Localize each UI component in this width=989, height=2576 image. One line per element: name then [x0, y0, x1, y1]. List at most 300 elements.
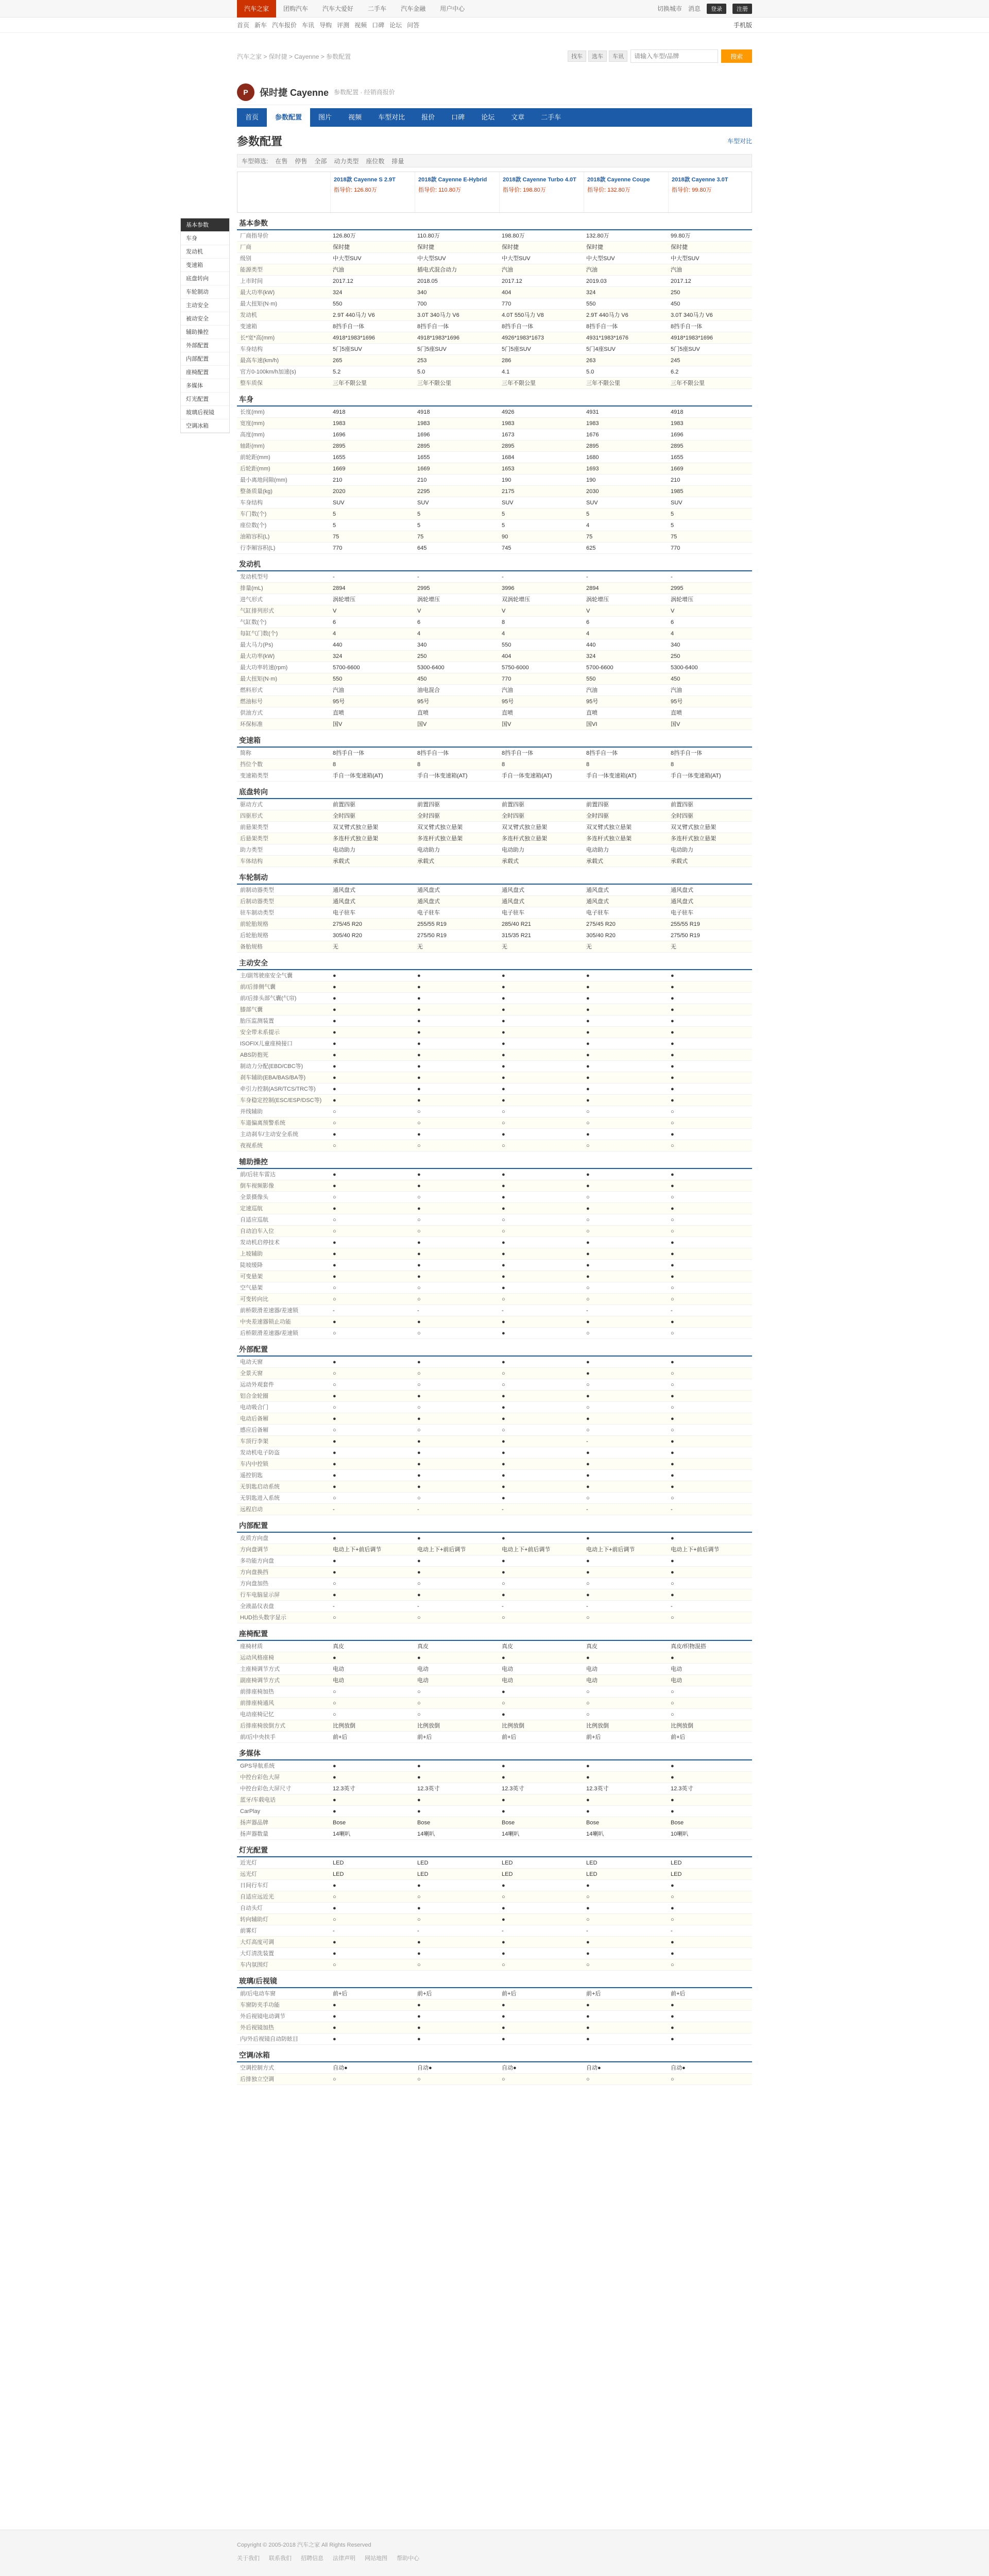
- footer-links: [237, 2554, 752, 2562]
- param-value: ●: [502, 1689, 505, 1695]
- param-value: 1985: [671, 488, 684, 495]
- param-value: ●: [417, 1086, 421, 1092]
- page-title: 参数配置: [237, 135, 283, 148]
- param-label: HUD抬头数字显示: [240, 1615, 286, 1621]
- side-menu-item[interactable]: 车身: [181, 232, 229, 245]
- param-row: [237, 1493, 752, 1504]
- param-row: [237, 1214, 752, 1226]
- top-nav-item[interactable]: 团购汽车: [283, 5, 309, 12]
- param-value: 5: [333, 522, 336, 529]
- param-label: 前雾灯: [240, 1928, 257, 1934]
- param-label: 中控台彩色大屏: [240, 1774, 280, 1781]
- main-nav-item[interactable]: 车型对比: [378, 113, 405, 121]
- param-value: 比例放倒: [502, 1723, 524, 1729]
- param-value: ●: [671, 1097, 674, 1104]
- param-value: LED: [586, 1871, 598, 1877]
- param-value: 油电混合: [417, 687, 440, 693]
- param-value: 2895: [333, 443, 346, 449]
- footer-link[interactable]: 帮助中心: [397, 2555, 419, 2562]
- param-value: 电动: [586, 1677, 598, 1684]
- sub-nav-link[interactable]: 口碑: [372, 22, 385, 29]
- param-value: 198.80万: [502, 233, 525, 239]
- main-nav-item[interactable]: 图片: [318, 113, 332, 121]
- param-value: 前+后: [586, 1734, 601, 1740]
- sub-nav-link[interactable]: 新车: [254, 22, 267, 29]
- param-value: ●: [502, 1763, 505, 1769]
- param-label: 运动风格座椅: [240, 1655, 274, 1661]
- param-row: [237, 1641, 752, 1652]
- param-row: [237, 673, 752, 685]
- param-value: 2175: [502, 488, 515, 495]
- sub-nav-link[interactable]: 导购: [319, 22, 332, 29]
- param-row: [237, 1817, 752, 1828]
- param-value: 三年不限公里: [502, 380, 536, 386]
- param-value: 自动●: [333, 2065, 348, 2071]
- side-menu-item[interactable]: 变速箱: [181, 259, 229, 272]
- param-label: 夜视系统: [240, 1143, 263, 1149]
- param-value: 通风盘式: [417, 887, 440, 893]
- param-value: 5门5座SUV: [671, 346, 700, 352]
- param-value: ●: [671, 1905, 674, 1911]
- param-value: ●: [502, 1393, 505, 1399]
- param-label: 后悬架类型: [240, 836, 268, 842]
- top-right-item[interactable]: 登录: [707, 4, 726, 14]
- param-value: 比例放倒: [586, 1723, 609, 1729]
- param-value: 8: [333, 761, 336, 768]
- param-label: 前/后电动车窗: [240, 1991, 276, 1997]
- filter-item[interactable]: 在售: [275, 157, 288, 165]
- param-value: 2017.12: [502, 278, 522, 284]
- param-value: 324: [586, 290, 596, 296]
- main-nav-item[interactable]: 首页: [245, 113, 259, 121]
- param-value: ●: [502, 995, 505, 1002]
- param-value: ●: [586, 1484, 590, 1490]
- compare-link[interactable]: 车型对比: [727, 138, 752, 145]
- section-title: 座椅配置: [237, 1626, 752, 1641]
- param-value: 1655: [671, 454, 684, 461]
- param-row: [237, 1925, 752, 1937]
- param-value: ●: [671, 2013, 674, 2020]
- param-label: 车道偏离预警系统: [240, 1120, 285, 1126]
- mobile-link[interactable]: 手机版: [733, 22, 752, 29]
- side-menu-item[interactable]: 辅助操控: [181, 326, 229, 339]
- car-column: [415, 172, 499, 212]
- param-value: 前+后: [502, 1991, 517, 1997]
- param-value: ●: [333, 984, 336, 990]
- param-value: ●: [586, 2036, 590, 2042]
- sub-nav-link[interactable]: 论坛: [389, 22, 402, 29]
- param-value: ●: [502, 1285, 505, 1291]
- param-value: 440: [333, 642, 343, 648]
- param-value: -: [671, 1506, 673, 1513]
- param-value: 双叉臂式独立悬架: [502, 824, 547, 831]
- side-menu-item[interactable]: 外部配置: [181, 339, 229, 352]
- param-label: 倒车视频影像: [240, 1183, 274, 1189]
- param-value: ●: [586, 1569, 590, 1575]
- side-menu-item[interactable]: 车轮制动: [181, 285, 229, 299]
- param-label: 行李厢容积(L): [240, 545, 276, 551]
- param-value: ●: [502, 1535, 505, 1541]
- param-value: 自动●: [586, 2065, 601, 2071]
- param-value: 电动: [502, 1677, 513, 1684]
- side-menu-item[interactable]: 座椅配置: [181, 366, 229, 379]
- param-row: [237, 1652, 752, 1664]
- param-value: 保时捷: [671, 244, 688, 250]
- param-value: ●: [417, 1484, 421, 1490]
- search-button[interactable]: 搜索: [721, 49, 752, 63]
- param-value: ●: [417, 1262, 421, 1268]
- param-value: ●: [502, 984, 505, 990]
- main-nav-item[interactable]: 文章: [511, 113, 525, 121]
- param-value: 汽油: [333, 267, 344, 273]
- param-value: 手自一体变速箱(AT): [671, 773, 721, 779]
- main-nav-item[interactable]: 论坛: [481, 113, 495, 121]
- param-row: [237, 594, 752, 605]
- search-area: [568, 49, 752, 63]
- search-badge[interactable]: 找车: [568, 50, 586, 62]
- param-label: 自动泊车入位: [240, 1228, 274, 1234]
- param-value: 2030: [586, 488, 599, 495]
- top-nav-item[interactable]: 二手车: [368, 5, 387, 12]
- param-value: ●: [671, 1172, 674, 1178]
- param-value: ●: [417, 1063, 421, 1070]
- param-row: [237, 628, 752, 639]
- param-value: ●: [417, 1883, 421, 1889]
- param-value: 自动●: [502, 2065, 517, 2071]
- param-value: 126.80万: [333, 233, 356, 239]
- param-value: 全时四驱: [333, 813, 355, 819]
- sub-nav-link[interactable]: 评测: [337, 22, 350, 29]
- side-menu-item[interactable]: 内部配置: [181, 352, 229, 366]
- side-menu-item[interactable]: 被动安全: [181, 312, 229, 326]
- param-value: ●: [671, 1883, 674, 1889]
- car-column: [499, 172, 584, 212]
- param-value: ●: [671, 1438, 674, 1445]
- param-value: ●: [671, 1655, 674, 1661]
- param-value: 263: [586, 358, 596, 364]
- param-value: ●: [502, 1404, 505, 1411]
- main-nav-item[interactable]: 视频: [348, 113, 362, 121]
- param-row: [237, 440, 752, 452]
- section-title: 发动机: [237, 557, 752, 571]
- side-menu-item[interactable]: 空调冰箱: [181, 419, 229, 433]
- param-label: 四驱形式: [240, 813, 263, 819]
- param-value: 2895: [586, 443, 599, 449]
- param-label: 最大功率(kW): [240, 290, 275, 296]
- param-label: 方向盘加热: [240, 1581, 268, 1587]
- param-value: ○: [502, 1143, 505, 1149]
- param-value: -: [586, 1438, 588, 1445]
- param-value: ●: [671, 1472, 674, 1479]
- param-value: 承载式: [333, 858, 350, 865]
- param-value: 95号: [417, 699, 430, 705]
- param-row: [237, 1828, 752, 1840]
- param-value: 550: [333, 301, 343, 307]
- sub-nav-link[interactable]: 视频: [354, 22, 367, 29]
- param-label: CarPlay: [240, 1808, 261, 1815]
- car-model[interactable]: 2018款 Cayenne E-Hybrid: [418, 177, 487, 183]
- param-label: GPS导航系统: [240, 1763, 275, 1769]
- param-value: ●: [502, 1041, 505, 1047]
- param-row: [237, 1038, 752, 1049]
- param-value: 电动助力: [502, 847, 524, 853]
- param-value: 8挡手自一体: [671, 750, 703, 756]
- param-label: 助力类型: [240, 847, 263, 853]
- param-row: [237, 1869, 752, 1880]
- param-row: [237, 571, 752, 583]
- sub-nav-link[interactable]: 车讯: [302, 22, 315, 29]
- param-value: 直喷: [502, 710, 513, 716]
- param-label: 主座椅调节方式: [240, 1666, 280, 1672]
- param-value: ○: [502, 1296, 505, 1302]
- param-label: 转向辅助灯: [240, 1917, 268, 1923]
- param-value: ●: [671, 1939, 674, 1945]
- param-value: ○: [586, 1228, 590, 1234]
- param-value: 5门5座SUV: [333, 346, 362, 352]
- section-title: 车轮制动: [237, 870, 752, 885]
- car-model[interactable]: 2018款 Cayenne Coupe: [587, 177, 650, 183]
- param-row: [237, 1294, 752, 1305]
- param-value: ●: [333, 1461, 336, 1467]
- param-value: ●: [586, 1251, 590, 1257]
- param-row: [237, 1015, 752, 1027]
- param-row: [237, 810, 752, 822]
- search-badge[interactable]: 车讯: [609, 50, 627, 62]
- main-nav-item[interactable]: 报价: [421, 113, 435, 121]
- param-row: [237, 1072, 752, 1083]
- param-value: 自动●: [417, 2065, 432, 2071]
- param-value: LED: [502, 1871, 513, 1877]
- param-value: ●: [586, 1172, 590, 1178]
- param-value: ●: [502, 1194, 505, 1200]
- section-title: 车身: [237, 392, 752, 406]
- param-value: ○: [333, 1615, 336, 1621]
- side-menu-item[interactable]: 底盘转向: [181, 272, 229, 285]
- param-value: 电动助力: [671, 847, 693, 853]
- car-model[interactable]: 2018款 Cayenne S 2.9T: [334, 177, 396, 183]
- param-label: ABS防抱死: [240, 1052, 269, 1058]
- param-value: ●: [502, 1330, 505, 1336]
- param-label: 油箱容积(L): [240, 534, 270, 540]
- param-value: LED: [671, 1871, 682, 1877]
- filter-item[interactable]: 动力类型: [334, 157, 359, 165]
- param-label: 供油方式: [240, 710, 263, 716]
- param-value: ●: [502, 1438, 505, 1445]
- param-value: 210: [417, 477, 427, 483]
- param-value: ●: [586, 1359, 590, 1365]
- param-value: 承载式: [586, 858, 603, 865]
- param-value: 12.3英寸: [671, 1786, 693, 1792]
- param-row: [237, 264, 752, 276]
- param-value: ○: [502, 1700, 505, 1706]
- top-right-item[interactable]: 切换城市: [657, 5, 682, 12]
- filter-item[interactable]: 排量: [391, 157, 404, 165]
- param-row: [237, 1305, 752, 1316]
- filter-item[interactable]: 座位数: [366, 157, 385, 165]
- param-section: [237, 392, 752, 554]
- param-value: ○: [333, 1194, 336, 1200]
- param-value: 275/50 R19: [671, 933, 700, 939]
- param-value: ●: [502, 1917, 505, 1923]
- param-value: ●: [333, 2013, 336, 2020]
- param-value: ●: [502, 1172, 505, 1178]
- param-value: 4: [586, 522, 590, 529]
- param-label: 最大功率(kW): [240, 653, 275, 659]
- param-value: 电动上下+前后调节: [417, 1547, 466, 1553]
- param-value: ○: [417, 1217, 421, 1223]
- param-value: 多连杆式独立悬架: [671, 836, 716, 842]
- sub-nav-link[interactable]: 汽车报价: [272, 22, 297, 29]
- sub-nav-links: [237, 21, 419, 29]
- main-nav-item[interactable]: 口碑: [451, 113, 465, 121]
- footer-link[interactable]: 法律声明: [333, 2555, 355, 2562]
- param-value: ●: [417, 1183, 421, 1189]
- param-value: ○: [586, 1143, 590, 1149]
- param-row: [237, 1544, 752, 1555]
- param-value: 手自一体变速箱(AT): [586, 773, 637, 779]
- param-label: 电动座椅记忆: [240, 1711, 274, 1718]
- param-value: ○: [671, 1404, 674, 1411]
- footer-link[interactable]: 招聘信息: [301, 2555, 323, 2562]
- main-nav-item[interactable]: 参数配置: [267, 108, 310, 127]
- param-value: ●: [333, 1655, 336, 1661]
- side-menu-item[interactable]: 基本参数: [181, 218, 229, 232]
- param-value: ●: [333, 1359, 336, 1365]
- param-value: -: [586, 1308, 588, 1314]
- param-value: 2020: [333, 488, 346, 495]
- side-menu-item[interactable]: 主动安全: [181, 299, 229, 312]
- param-row: [237, 981, 752, 993]
- param-value: 多连杆式独立悬架: [586, 836, 632, 842]
- param-value: ○: [671, 1894, 674, 1900]
- param-row: [237, 1316, 752, 1328]
- param-value: ●: [333, 1951, 336, 1957]
- param-value: 三年不限公里: [333, 380, 367, 386]
- side-menu-item[interactable]: 发动机: [181, 245, 229, 259]
- param-value: ●: [333, 1097, 336, 1104]
- param-value: 99.80万: [671, 233, 691, 239]
- param-value: 双叉臂式独立悬架: [333, 824, 378, 831]
- param-row: [237, 696, 752, 707]
- param-value: LED: [333, 1871, 344, 1877]
- param-value: 涡轮增压: [586, 597, 609, 603]
- param-value: ●: [502, 1939, 505, 1945]
- param-value: ●: [417, 1438, 421, 1445]
- param-value: 国V: [417, 721, 427, 727]
- main-nav-item[interactable]: 二手车: [541, 113, 561, 121]
- param-row: [237, 1402, 752, 1413]
- param-value: ○: [502, 1894, 505, 1900]
- sub-nav-link[interactable]: 问答: [407, 22, 420, 29]
- param-value: SUV: [417, 500, 429, 506]
- param-row: [237, 253, 752, 264]
- side-menu-item[interactable]: 玻璃后视镜: [181, 406, 229, 419]
- param-value: 8: [586, 761, 590, 768]
- param-value: ●: [333, 1905, 336, 1911]
- top-nav-item[interactable]: 汽车之家: [237, 0, 276, 18]
- search-badge[interactable]: 选车: [588, 50, 607, 62]
- param-row: [237, 310, 752, 321]
- param-value: ○: [417, 1894, 421, 1900]
- top-nav-item[interactable]: 用户中心: [440, 5, 465, 12]
- footer-link[interactable]: 关于我们: [237, 2555, 260, 2562]
- param-section: [237, 785, 752, 867]
- param-value: 手自一体变速箱(AT): [333, 773, 383, 779]
- param-row: [237, 583, 752, 594]
- side-menu-item[interactable]: 灯光配置: [181, 393, 229, 406]
- search-input[interactable]: [630, 49, 718, 63]
- param-value: ○: [502, 1382, 505, 1388]
- sub-nav-link[interactable]: 首页: [237, 22, 250, 29]
- car-model[interactable]: 2018款 Cayenne 3.0T: [672, 177, 728, 183]
- car-model[interactable]: 2018款 Cayenne Turbo 4.0T: [503, 177, 576, 183]
- param-row: [237, 1368, 752, 1379]
- param-value: ○: [502, 2076, 505, 2082]
- param-row: [237, 1999, 752, 2011]
- param-value: ●: [671, 1558, 674, 1564]
- param-label: 排量(mL): [240, 585, 263, 591]
- param-value: 14喇叭: [333, 1831, 351, 1837]
- param-value: ●: [586, 1535, 590, 1541]
- top-nav-item[interactable]: 汽车金融: [401, 5, 426, 12]
- param-value: ●: [502, 1808, 505, 1815]
- param-label: 自适应巡航: [240, 1217, 268, 1223]
- param-value: ●: [502, 1450, 505, 1456]
- param-value: -: [671, 1928, 673, 1934]
- top-right-item[interactable]: 消息: [688, 5, 701, 12]
- param-label: 大灯高度可调: [240, 1939, 274, 1945]
- param-label: 车内氛围灯: [240, 1962, 268, 1968]
- filter-item[interactable]: 全部: [314, 157, 327, 165]
- car-price: 指导价: 198.80万: [503, 187, 546, 193]
- param-value: ●: [417, 2002, 421, 2008]
- param-value: ○: [586, 1109, 590, 1115]
- top-right: [657, 4, 752, 14]
- param-value: ○: [586, 1120, 590, 1126]
- side-menu-item[interactable]: 多媒体: [181, 379, 229, 393]
- param-label: 前制动器类型: [240, 887, 274, 893]
- breadcrumb[interactable]: 汽车之家 > 保时捷 > Cayenne > 参数配置: [237, 53, 351, 60]
- param-row: [237, 833, 752, 844]
- top-nav-item[interactable]: 汽车大爱好: [322, 5, 354, 12]
- param-label: 上坡辅助: [240, 1251, 263, 1257]
- param-value: 4918*1983*1696: [417, 335, 459, 341]
- param-value: 1693: [586, 466, 599, 472]
- param-value: ●: [671, 1359, 674, 1365]
- param-value: -: [333, 1506, 335, 1513]
- param-value: ○: [671, 1330, 674, 1336]
- param-value: 通风盘式: [502, 887, 524, 893]
- top-right-item[interactable]: 注册: [732, 4, 752, 14]
- footer-link[interactable]: 联系我们: [269, 2555, 292, 2562]
- filter-item[interactable]: 停售: [295, 157, 308, 165]
- param-value: ●: [502, 1086, 505, 1092]
- footer: [0, 2530, 989, 2576]
- param-value: 6: [417, 619, 421, 625]
- footer-link[interactable]: 网站地图: [365, 2555, 387, 2562]
- param-value: -: [417, 574, 419, 580]
- param-value: ●: [333, 1052, 336, 1058]
- param-value: 3996: [502, 585, 515, 591]
- param-value: 手自一体变速箱(AT): [502, 773, 552, 779]
- param-value: 5300-6400: [671, 665, 698, 671]
- param-label: 最大功率转速(rpm): [240, 665, 288, 671]
- param-value: ○: [586, 1615, 590, 1621]
- param-row: [237, 474, 752, 486]
- param-value: 5300-6400: [417, 665, 445, 671]
- param-row: [237, 2011, 752, 2022]
- param-label: 近光灯: [240, 1860, 257, 1866]
